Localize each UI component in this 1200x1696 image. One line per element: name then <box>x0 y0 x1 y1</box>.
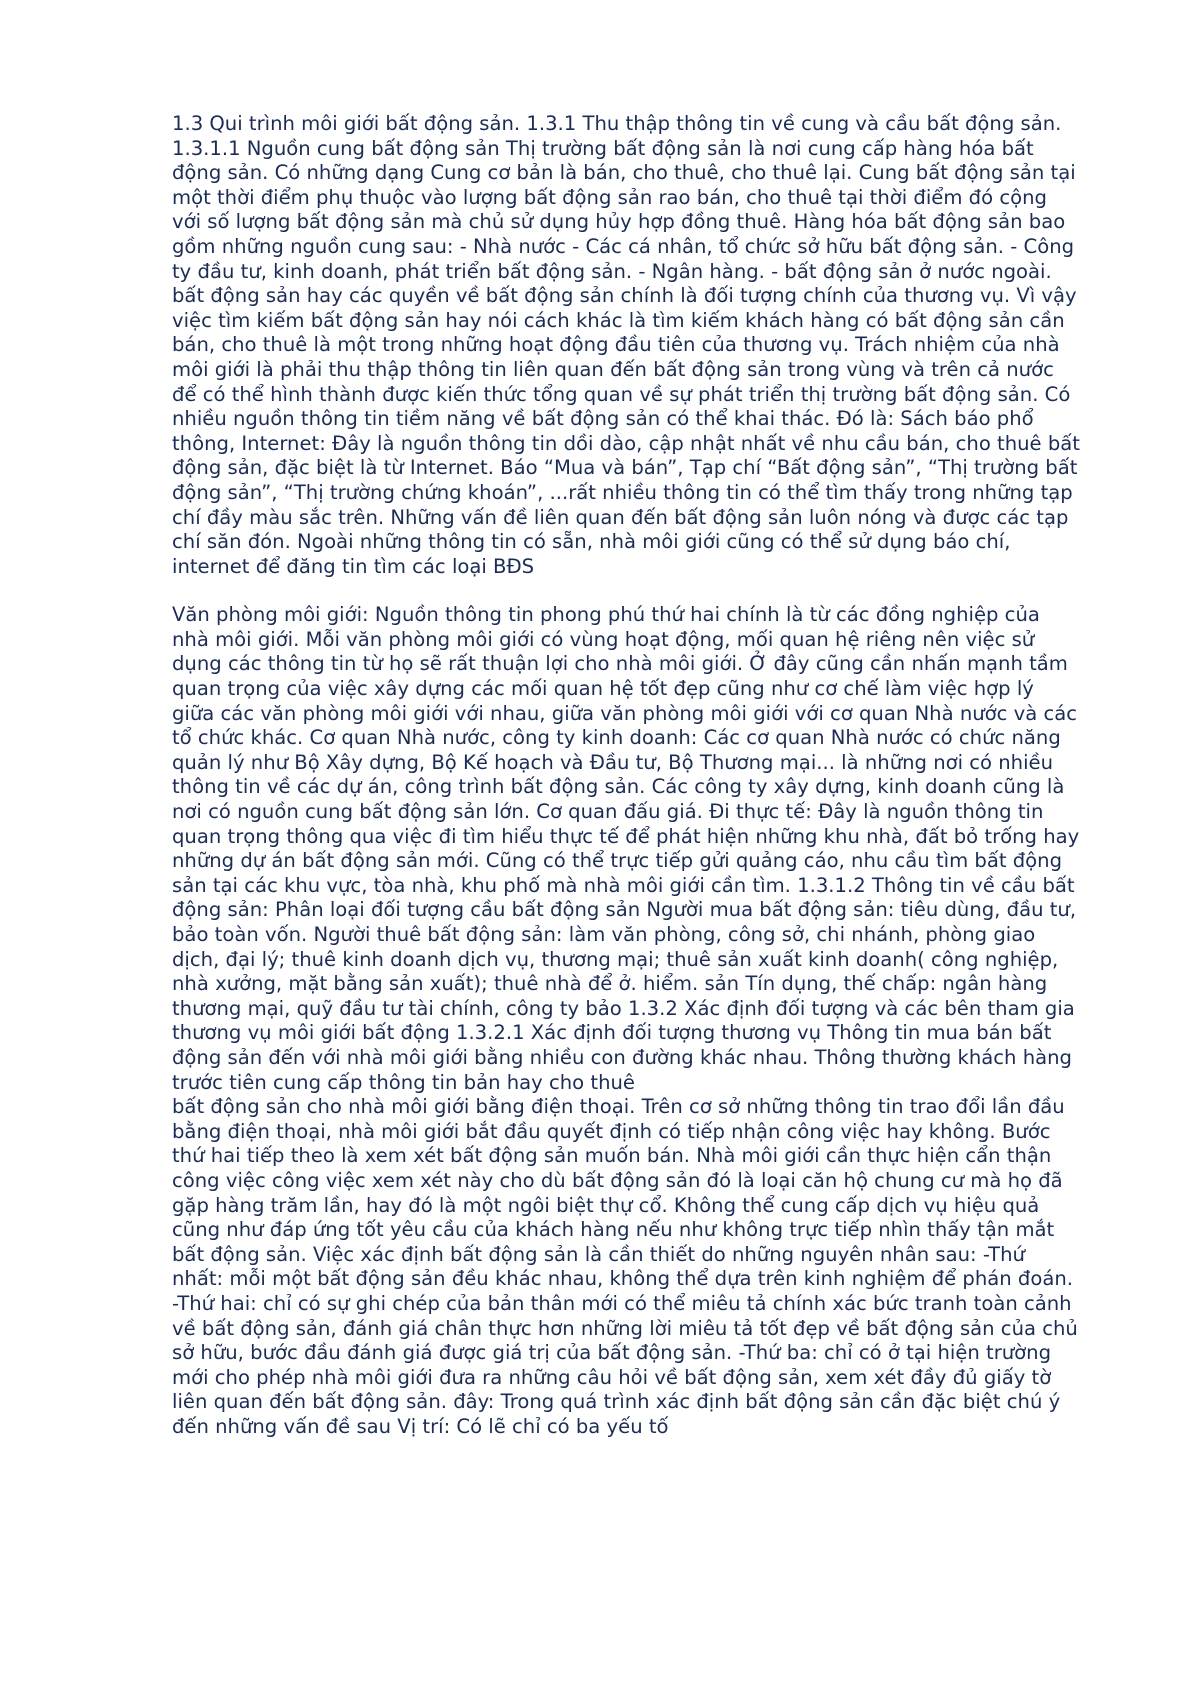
paragraph-market-supply: 1.3 Qui trình môi giới bất động sản. 1.3.1 Thu thập thông tin về cung và cầu bất động sản. 1.3.1.1 Nguồn cung bất động sản Thị trường bất động sản là nơi cung cấp hàng hóa bất động sản. Có những dạng Cung cơ bản là bán, cho thuê, cho thuê lại. Cung bất động sản tại một thời điểm phụ thuộc vào lượng bất động sản rao bán, cho thuê tại thời điểm đó cộng với số lượng bất động sản mà chủ sử dụng hủy hợp đồng thuê. Hàng hóa bất động sản bao gồm những nguồn cung sau: - Nhà nước - Các cá nhân, tổ chức sở hữu bất động sản. - Công ty đầu tư, kinh doanh, phát triển bất động sản. - Ngân hàng. - bất động sản ở nước ngoài. bất động sản hay các quyền về bất động sản chính là đối tượng chính của thương vụ. Vì vậy việc tìm kiếm bất động sản hay nói cách khác là tìm kiếm khách hàng có bất động sản cần bán, cho thuê là một trong những hoạt động đầu tiên của thương vụ. Trách nhiệm của nhà môi giới là phải thu thập thông tin liên quan đến bất động sản trong vùng và trên cả nước để có thể hình thành được kiến thức tổng quan về sự phát triển thị trường bất động sản. Có nhiều nguồn thông tin tiềm năng về bất động sản có thể khai thác. Đó là: Sách báo phổ thông, Internet: Đây là nguồn thông tin dồi dào, cập nhật nhất về nhu cầu bán, cho thuê bất động sản, đặc biệt là từ Internet. Báo “Mua và bán”, Tạp chí “Bất động sản”, “Thị trường bất động sản”, “Thị trường chứng khoán”, ...rất nhiều thông tin có thể tìm thấy trong những tạp chí đầy màu sắc trên. Những vấn đề liên quan đến bất động sản luôn nóng và được các tạp chí săn đón. Ngoài những thông tin có sẵn, nhà môi giới cũng có thể sử dụng báo chí, internet để đăng tin tìm các loại BĐS <box>172 112 1080 578</box>
paragraph-gap <box>172 579 1082 603</box>
paragraph-brokerage-office: Văn phòng môi giới: Nguồn thông tin phong phú thứ hai chính là từ các đồng nghiệp của nhà môi giới. Mỗi văn phòng môi giới có vùng hoạt động, mối quan hệ riêng nên việc sử dụng các thông tin từ họ sẽ rất thuận lợi cho nhà môi giới. Ở đây cũng cần nhấn mạnh tầm quan trọng của việc xây dựng các mối quan hệ tốt đẹp cũng như cơ chế làm việc hợp lý giữa các văn phòng môi giới với nhau, giữa văn phòng môi giới với cơ quan Nhà nước và các tổ chức khác. Cơ quan Nhà nước, công ty kinh doanh: Các cơ quan Nhà nước có chức năng quản lý như Bộ Xây dựng, Bộ Kế hoạch và Đầu tư, Bộ Thương mại... là những nơi có nhiều thông tin về các dự án, công trình bất động sản. Các công ty xây dựng, kinh doanh cũng là nơi có nguồn cung bất động sản lớn. Cơ quan đấu giá. Đi thực tế: Đây là nguồn thông tin quan trọng thông qua việc đi tìm hiểu thực tế để phát hiện những khu nhà, đất bỏ trống hay những dự án bất động sản mới. Cũng có thể trực tiếp gửi quảng cáo, nhu cầu tìm bất động sản tại các khu vực, tòa nhà, khu phố mà nhà môi giới cần tìm. 1.3.1.2 Thông tin về cầu bất động sản: Phân loại đối tượng cầu bất động sản Người mua bất động sản: tiêu dùng, đầu tư, bảo toàn vốn. Người thuê bất động sản: làm văn phòng, công sở, chi nhánh, phòng giao dịch, đại lý; thuê kinh doanh dịch vụ, thương mại; thuê sản xuất kinh doanh( công nghiệp, nhà xưởng, mặt bằng sản xuất); thuê nhà để ở. hiểm. sản Tín dụng, thế chấp: ngân hàng thương mại, quỹ đầu tư tài chính, công ty bảo 1.3.2 Xác định đối tượng và các bên tham gia thương vụ môi giới bất động 1.3.2.1 Xác định đối tượng thương vụ Thông tin mua bán bất động sản đến với nhà môi giới bằng nhiều con đường khác nhau. Thông thường khách hàng trước tiên cung cấp thông tin bản hay cho thuê <box>172 603 1080 1094</box>
document-body <box>172 112 1082 1439</box>
paragraph-property-inspection: bất động sản cho nhà môi giới bằng điện thoại. Trên cơ sở những thông tin trao đổi lần đầu bằng điện thoại, nhà môi giới bắt đầu quyết định có tiếp nhận công việc hay không. Bước thứ hai tiếp theo là xem xét bất động sản muốn bán. Nhà môi giới cần thực hiện cẩn thận công việc công việc xem xét này cho dù bất động sản đó là loại căn hộ chung cư mà họ đã gặp hàng trăm lần, hay đó là một ngôi biệt thự cổ. Không thể cung cấp dịch vụ hiệu quả cũng như đáp ứng tốt yêu cầu của khách hàng nếu như không trực tiếp nhìn thấy tận mắt bất động sản. Việc xác định bất động sản là cần thiết do những nguyên nhân sau: -Thứ nhất: mỗi một bất động sản đều khác nhau, không thể dựa trên kinh nghiệm để phán đoán. -Thứ hai: chỉ có sự ghi chép của bản thân mới có thể miêu tả chính xác bức tranh toàn cảnh về bất động sản, đánh giá chân thực hơn những lời miêu tả tốt đẹp về bất động sản của chủ sở hữu, bước đầu đánh giá được giá trị của bất động sản. -Thứ ba: chỉ có ở tại hiện trường mới cho phép nhà môi giới đưa ra những câu hỏi về bất động sản, xem xét đầy đủ giấy tờ liên quan đến bất động sản. đây: Trong quá trình xác định bất động sản cần đặc biệt chú ý đến những vấn đề sau Vị trí: Có lẽ chỉ có ba yếu tố <box>172 1095 1078 1438</box>
